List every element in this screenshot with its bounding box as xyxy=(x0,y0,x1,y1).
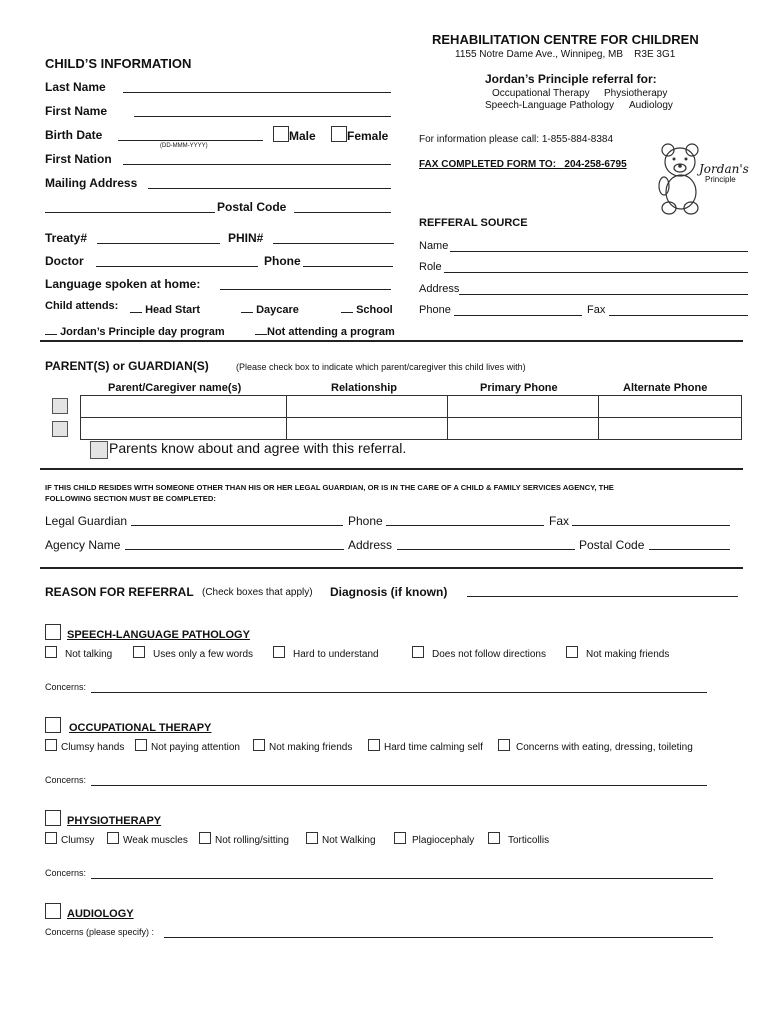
parent2-name-cell[interactable] xyxy=(81,418,287,440)
table-row xyxy=(81,418,742,440)
ot-eating-dressing[interactable]: Concerns with eating, dressing, toileting xyxy=(498,739,693,753)
parent2-alternate-phone-cell[interactable] xyxy=(599,418,742,440)
checkbox[interactable] xyxy=(133,646,145,658)
ref-address-field[interactable] xyxy=(459,282,748,295)
slp-checkbox[interactable] xyxy=(45,624,61,640)
birth-date-label: Birth Date xyxy=(45,128,103,142)
jp-day-program-option[interactable]: Jordan’s Principle day program xyxy=(45,322,225,338)
child-attends-label: Child attends: xyxy=(45,300,119,312)
audiology-concerns-field[interactable] xyxy=(164,925,713,938)
logo-text-main: Jordan's xyxy=(699,162,749,176)
ot-checkbox[interactable] xyxy=(45,717,61,733)
not-attending-option[interactable]: Not attending a program xyxy=(255,322,395,338)
checkbox[interactable] xyxy=(273,646,285,658)
guardian-fax-field[interactable] xyxy=(572,513,730,526)
checkbox[interactable] xyxy=(368,739,380,751)
legal-guardian-label: Legal Guardian xyxy=(45,514,128,528)
agency-address-label: Address xyxy=(348,538,393,552)
agree-checkbox[interactable] xyxy=(90,441,108,459)
parent1-name-cell[interactable] xyxy=(81,396,287,418)
referral-for-title: Jordan’s Principle referral for: xyxy=(485,72,657,86)
checkbox[interactable] xyxy=(566,646,578,658)
doctor-phone-label: Phone xyxy=(264,254,301,268)
reason-note: (Check boxes that apply) xyxy=(202,587,313,598)
school-blank[interactable] xyxy=(341,300,353,313)
ot-clumsy-hands[interactable]: Clumsy hands xyxy=(45,739,124,753)
ref-role-label: Role xyxy=(419,261,442,273)
ot-concerns-field[interactable] xyxy=(91,773,707,786)
pt-concerns-field[interactable] xyxy=(91,866,713,879)
ref-address-label: Address xyxy=(419,283,460,295)
parent2-primary-phone-cell[interactable] xyxy=(448,418,599,440)
pt-not-walking[interactable]: Not Walking xyxy=(306,832,376,846)
female-checkbox[interactable] xyxy=(331,126,347,142)
first-name-label: First Name xyxy=(45,104,108,118)
agree-label: Parents know about and agree with this referral. xyxy=(109,440,407,456)
service-pt: Physiotherapy xyxy=(604,88,668,99)
language-label: Language spoken at home: xyxy=(45,277,201,291)
head-start-blank[interactable] xyxy=(130,300,142,313)
checkbox[interactable] xyxy=(498,739,510,751)
pt-section[interactable]: PHYSIOTHERAPY xyxy=(45,810,161,827)
slp-hard-to-understand[interactable]: Hard to understand xyxy=(273,646,379,660)
checkbox[interactable] xyxy=(45,832,57,844)
reason-heading: REASON FOR REFERRAL xyxy=(45,585,194,599)
divider-2 xyxy=(40,468,743,470)
agency-postal-label: Postal Code xyxy=(579,538,645,552)
guardian-phone-field[interactable] xyxy=(386,513,544,526)
mailing-address-line2[interactable] xyxy=(45,200,215,213)
phin-field[interactable] xyxy=(273,231,394,244)
treaty-field[interactable] xyxy=(97,231,220,244)
checkbox[interactable] xyxy=(45,739,57,751)
jp-day-blank[interactable] xyxy=(45,322,57,335)
phin-label: PHIN# xyxy=(228,231,264,245)
slp-not-making-friends[interactable]: Not making friends xyxy=(566,646,669,660)
pt-concerns-label: Concerns: xyxy=(45,868,87,878)
jordans-principle-logo xyxy=(655,140,749,220)
postal-code-label: Postal Code xyxy=(217,200,287,214)
slp-concerns-field[interactable] xyxy=(91,680,707,693)
divider-3 xyxy=(40,567,743,569)
school-option[interactable]: School xyxy=(341,300,393,316)
birth-date-field[interactable] xyxy=(118,128,263,141)
last-name-field[interactable] xyxy=(123,80,391,93)
parents-note: (Please check box to indicate which parent/caregiver this child lives with) xyxy=(236,362,526,372)
ot-hard-time-calming[interactable]: Hard time calming self xyxy=(368,739,483,753)
audiology-checkbox[interactable] xyxy=(45,903,61,919)
guardian-notice-1: IF THIS CHILD RESIDES WITH SOMEONE OTHER THAN HIS OR HER LEGAL GUARDIAN, OR IS IN THE CARE OF A CHILD & FAMILY SERVICES AGENCY, THE xyxy=(45,483,614,492)
last-name-label: Last Name xyxy=(45,80,106,94)
org-address: 1155 Notre Dame Ave., Winnipeg, MB R3E 3G1 xyxy=(455,49,676,60)
audiology-concerns-label: Concerns (please specify) : xyxy=(45,927,155,937)
col-alternate-phone: Alternate Phone xyxy=(623,382,708,394)
first-name-field[interactable] xyxy=(134,104,391,117)
parent1-alternate-phone-cell[interactable] xyxy=(599,396,742,418)
pt-torticollis[interactable]: Torticollis xyxy=(488,832,549,846)
parent1-relationship-cell[interactable] xyxy=(287,396,448,418)
slp-not-talking[interactable]: Not talking xyxy=(45,646,112,660)
ref-name-label: Name xyxy=(419,240,449,252)
daycare-option[interactable]: Daycare xyxy=(241,300,299,316)
ot-concerns-label: Concerns: xyxy=(45,775,87,785)
male-option[interactable]: Male xyxy=(273,126,316,143)
slp-few-words[interactable]: Uses only a few words xyxy=(133,646,253,660)
guardian-fax-label: Fax xyxy=(549,514,570,528)
postal-code-field[interactable] xyxy=(294,200,391,213)
mailing-address-label: Mailing Address xyxy=(45,176,138,190)
parents-heading: PARENT(S) or GUARDIAN(S) xyxy=(45,359,209,373)
pt-plagiocephaly[interactable]: Plagiocephaly xyxy=(394,832,474,846)
agency-postal-field[interactable] xyxy=(649,537,730,550)
diagnosis-label: Diagnosis (if known) xyxy=(330,585,448,599)
col-relationship: Relationship xyxy=(331,382,398,394)
col-parent-name: Parent/Caregiver name(s) xyxy=(108,382,242,394)
agency-address-field[interactable] xyxy=(397,537,575,550)
org-name: REHABILITATION CENTRE FOR CHILDREN xyxy=(432,32,699,47)
doctor-label: Doctor xyxy=(45,254,84,268)
checkbox[interactable] xyxy=(488,832,500,844)
audiology-section[interactable]: AUDIOLOGY xyxy=(45,903,134,920)
treaty-label: Treaty# xyxy=(45,231,88,245)
first-nation-label: First Nation xyxy=(45,152,112,166)
ot-not-making-friends[interactable]: Not making friends xyxy=(253,739,352,753)
ref-fax-field[interactable] xyxy=(609,303,748,316)
legal-guardian-field[interactable] xyxy=(131,513,343,526)
ot-not-paying-attention[interactable]: Not paying attention xyxy=(135,739,240,753)
pt-clumsy[interactable]: Clumsy xyxy=(45,832,94,846)
divider-1 xyxy=(40,340,743,342)
service-slp: Speech-Language Pathology xyxy=(485,100,614,111)
ref-fax-label: Fax xyxy=(587,304,606,316)
checkbox[interactable] xyxy=(45,646,57,658)
doctor-phone-field[interactable] xyxy=(303,254,393,267)
agency-name-label: Agency Name xyxy=(45,538,121,552)
child-info-heading: CHILD’S INFORMATION xyxy=(45,56,192,71)
female-option[interactable]: Female xyxy=(331,126,388,143)
checkbox[interactable] xyxy=(306,832,318,844)
info-phone: For information please call: 1-855-884-8384 xyxy=(419,134,613,145)
checkbox[interactable] xyxy=(199,832,211,844)
checkbox[interactable] xyxy=(412,646,424,658)
slp-concerns-label: Concerns: xyxy=(45,682,87,692)
checkbox[interactable] xyxy=(135,739,147,751)
pt-checkbox[interactable] xyxy=(45,810,61,826)
referral-source-heading: REFFERAL SOURCE xyxy=(419,217,528,229)
ref-role-field[interactable] xyxy=(444,260,748,273)
ref-name-field[interactable] xyxy=(450,239,748,252)
service-ot: Occupational Therapy xyxy=(492,88,590,99)
slp-section[interactable]: SPEECH-LANGUAGE PATHOLOGY xyxy=(45,624,250,641)
slp-not-follow-directions[interactable]: Does not follow directions xyxy=(412,646,546,660)
parents-table xyxy=(80,395,742,440)
first-nation-field[interactable] xyxy=(123,152,391,165)
parent2-relationship-cell[interactable] xyxy=(287,418,448,440)
guardian-notice-2: FOLLOWING SECTION MUST BE COMPLETED: xyxy=(45,494,216,503)
parent2-lives-with-checkbox[interactable] xyxy=(52,421,68,437)
guardian-phone-label: Phone xyxy=(348,514,383,528)
logo-text-sub: Principle xyxy=(705,175,736,184)
col-primary-phone: Primary Phone xyxy=(480,382,558,394)
service-audiology: Audiology xyxy=(629,100,673,111)
parent1-primary-phone-cell[interactable] xyxy=(448,396,599,418)
checkbox[interactable] xyxy=(107,832,119,844)
pt-weak-muscles[interactable]: Weak muscles xyxy=(107,832,188,846)
ot-section[interactable]: OCCUPATIONAL THERAPY xyxy=(45,717,211,734)
pt-not-rolling[interactable]: Not rolling/sitting xyxy=(199,832,289,846)
mailing-address-field[interactable] xyxy=(148,176,391,189)
agency-name-field[interactable] xyxy=(125,537,344,550)
checkbox[interactable] xyxy=(394,832,406,844)
date-format-hint: (DD-MMM-YYYY) xyxy=(160,143,208,149)
not-attending-blank[interactable] xyxy=(255,322,267,335)
head-start-option[interactable]: Head Start xyxy=(130,300,200,316)
parent1-lives-with-checkbox[interactable] xyxy=(52,398,68,414)
language-field[interactable] xyxy=(220,277,391,290)
diagnosis-field[interactable] xyxy=(467,584,738,597)
table-row xyxy=(81,396,742,418)
ref-phone-field[interactable] xyxy=(454,303,582,316)
checkbox[interactable] xyxy=(253,739,265,751)
doctor-field[interactable] xyxy=(96,254,258,267)
daycare-blank[interactable] xyxy=(241,300,253,313)
fax-instruction: FAX COMPLETED FORM TO: 204-258-6795 xyxy=(419,159,627,170)
ref-phone-label: Phone xyxy=(419,304,451,316)
male-checkbox[interactable] xyxy=(273,126,289,142)
